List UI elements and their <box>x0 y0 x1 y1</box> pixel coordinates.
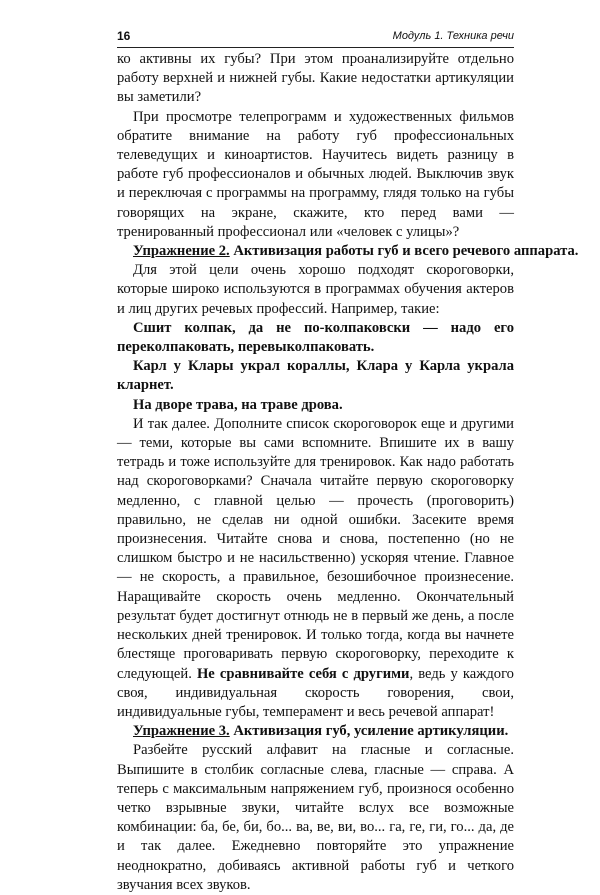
running-title: Модуль 1. Техника речи <box>392 30 514 42</box>
exercise-3-title: Активизация губ, усиление артикуляции. <box>229 723 509 740</box>
paragraph: ко активны их губы? При этом проанализируйте отдельно работу верхней и нижней губы. Какие недостатки артикуляции вы заметили? <box>117 51 514 106</box>
paragraph: Разбейте русский алфавит на гласные и согласные. Выпишите в столбик согласные слева, гласные — справа. А теперь с максимальным напряжением губ, произнося особенно четко взрывные звуки, читайте вслух все возможные комбинации: ба, бе, би, бо... ва, ве, ви, во... га, ге, ги, го... да, де и так далее. Ежедневно повторяйте это упражнение неоднократно, добиваясь активной работы губ и четкого звучания всех звуков. <box>117 742 514 893</box>
tongue-twister: Карл у Клары украл кораллы, Клара у Карла украла кларнет. <box>117 358 514 394</box>
tongue-twister: Сшит колпак, да не по-колпаковски — надо его переколпаковать, перевыколпаковать. <box>117 319 514 356</box>
page-header <box>117 27 514 48</box>
paragraph-text: И так далее. Дополните список скороговорок еще и другими — теми, которые вы сами вспомните. Впишите их в вашу тетрадь и тоже используйте для тренировок. Как надо работать над скороговорками? Сначала читайте первую скороговорку медленно, с главной целью — прочесть (проговорить) правильно, не сделав ни одной ошибки. Засеките время произнесения. Читайте снова и снова, постепенно (но не слишком быстро и не насильственно) ускоряя чтение. Главное — не скорость, а правильное, безошибочное произнесение. Наращивайте скорость очень медленно. Окончательный результат будет достигнут отнюдь не в первый же день, а после нескольких дней тренировок. И только тогда, когда вы начнете блестяще проговаривать первую скороговорку, переходите к следующей. <box>117 415 514 682</box>
paragraph <box>117 415 514 722</box>
page-number: 16 <box>117 29 131 43</box>
paragraph: При просмотре телепрограмм и художественных фильмов обратите внимание на работу губ профессиональных телеведущих и киноартистов. Научитесь видеть разницу в работе губ профессионалов и обычных людей. Выключив звук и переключая с программы на программу, глядя только на губы говорящих на экране, скажите, кто перед вами — тренированный профессионал или «человек с улицы»? <box>117 108 514 240</box>
exercise-2-title: Активизация работы губ и всего речевого аппарата. <box>229 243 579 260</box>
paragraph: Для этой цели очень хорошо подходят скороговорки, которые широко используются в программах обучения актеров и лиц других речевых профессий. Например, такие: <box>117 262 514 317</box>
page-body <box>117 50 579 895</box>
tongue-twister: На дворе трава, на траве дрова. <box>133 396 343 413</box>
exercise-2-label: Упражнение 2. <box>133 243 230 260</box>
paragraph-text: , ведь у каждого своя, индивидуальная скорость говорения, свои, индивидуальные губы, темперамент и весь речевой аппарат! <box>117 665 514 720</box>
exercise-3-heading <box>117 722 514 741</box>
exercise-3-label: Упражнение 3. <box>133 723 230 740</box>
emphasis-text: Не сравнивайте себя с другими <box>196 665 410 682</box>
exercise-2-heading <box>117 242 579 261</box>
